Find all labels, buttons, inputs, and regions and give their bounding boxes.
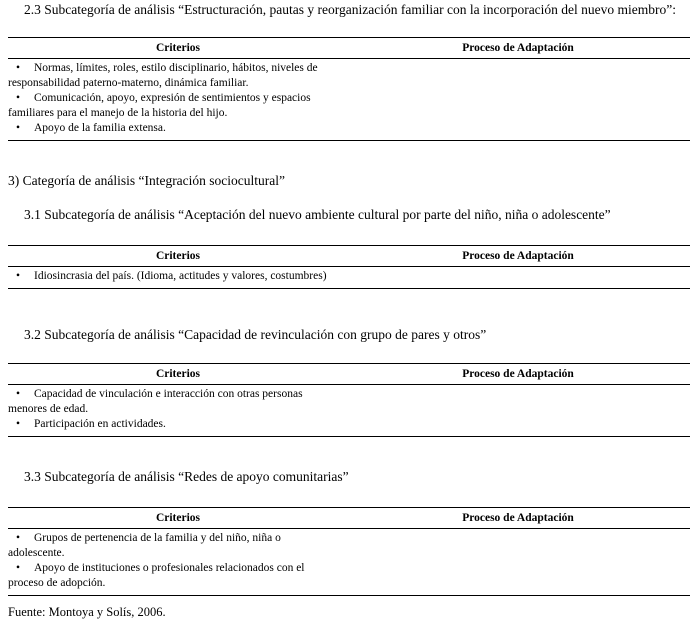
table-header <box>8 364 690 385</box>
list-item <box>8 387 318 417</box>
table-header <box>8 38 690 59</box>
criteria-table-3-3 <box>8 507 690 596</box>
list-item <box>8 121 338 136</box>
list-item <box>8 61 338 91</box>
column-header-criterios: Criterios <box>155 512 201 524</box>
column-header-proceso: Proceso de Adaptación <box>462 368 574 380</box>
criteria-table-2-3 <box>8 37 690 141</box>
item-text: Apoyo de instituciones o profesionales relacionados con el proceso de adopción. <box>8 562 305 589</box>
table-header <box>8 508 690 529</box>
bullet-icon: • <box>16 122 21 134</box>
bullet-icon: • <box>16 388 21 400</box>
column-header-criterios: Criterios <box>155 368 201 380</box>
table-header <box>8 246 690 267</box>
criteria-table-3-1 <box>8 245 690 289</box>
bullet-icon: • <box>16 418 21 430</box>
category-heading-3: 3) Categoría de análisis “Integración sociocultural” <box>8 173 286 188</box>
bullet-icon: • <box>16 562 21 574</box>
item-text: Comunicación, apoyo, expresión de sentimientos y espacios familiares para el manejo de la historia del hijo. <box>8 92 311 119</box>
column-header-proceso: Proceso de Adaptación <box>462 512 574 524</box>
subcategory-heading-2-3: 2.3 Subcategoría de análisis “Estructuración, pautas y reorganización familiar con la incorporación del nuevo miembro”: <box>24 2 677 17</box>
source-citation: Fuente: Montoya y Solís, 2006. <box>8 605 166 619</box>
bullet-icon: • <box>16 532 21 544</box>
item-text: Capacidad de vinculación e interacción con otras personas menores de edad. <box>8 388 303 415</box>
criteria-table-3-2 <box>8 363 690 437</box>
item-text: Idiosincrasia del país. (Idioma, actitudes y valores, costumbres) <box>34 270 327 282</box>
list-item <box>8 531 323 561</box>
item-text: Grupos de pertenencia de la familia y del niño, niña o adolescente. <box>8 532 281 559</box>
column-header-criterios: Criterios <box>155 42 201 54</box>
subcategory-heading-3-3: 3.3 Subcategoría de análisis “Redes de apoyo comunitarias” <box>24 469 349 484</box>
bullet-icon: • <box>16 62 21 74</box>
item-text: Normas, límites, roles, estilo disciplinario, hábitos, niveles de responsabilidad paterno-materno, dinámica familiar. <box>8 62 318 89</box>
bullet-icon: • <box>16 270 21 282</box>
subcategory-heading-3-1: 3.1 Subcategoría de análisis “Aceptación del nuevo ambiente cultural por parte del niño, niña o adolescente” <box>24 207 611 222</box>
column-header-proceso: Proceso de Adaptación <box>462 250 574 262</box>
column-header-criterios: Criterios <box>155 250 201 262</box>
list-item <box>8 91 338 121</box>
column-header-proceso: Proceso de Adaptación <box>462 42 574 54</box>
item-text: Apoyo de la familia extensa. <box>34 122 166 134</box>
bullet-icon: • <box>16 92 21 104</box>
item-text: Participación en actividades. <box>34 418 166 430</box>
list-item <box>8 269 408 284</box>
list-item <box>8 561 323 591</box>
subcategory-heading-3-2: 3.2 Subcategoría de análisis “Capacidad de revinculación con grupo de pares y otros” <box>24 327 487 342</box>
list-item <box>8 417 318 432</box>
